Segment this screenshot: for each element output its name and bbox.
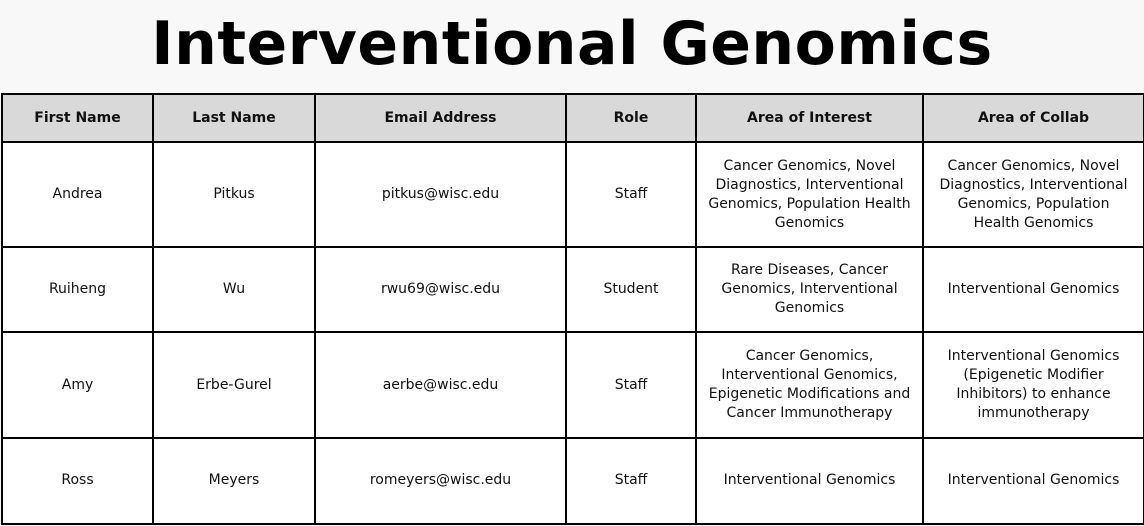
cell-email: aerbe@wisc.edu bbox=[315, 332, 566, 437]
cell-area-of-collab: Interventional Genomics bbox=[923, 438, 1144, 524]
cell-area-of-collab: Interventional Genomics bbox=[923, 247, 1144, 332]
cell-last-name: Erbe-Gurel bbox=[153, 332, 315, 437]
cell-area-of-interest: Interventional Genomics bbox=[696, 438, 923, 524]
cell-role: Student bbox=[566, 247, 696, 332]
header-area-of-interest: Area of Interest bbox=[696, 94, 923, 142]
cell-area-of-interest: Cancer Genomics, Interventional Genomics, Epigenetic Modifications and Cancer Immunotherapy bbox=[696, 332, 923, 437]
cell-role: Staff bbox=[566, 438, 696, 524]
cell-first-name: Ruiheng bbox=[2, 247, 153, 332]
cell-last-name: Meyers bbox=[153, 438, 315, 524]
cell-first-name: Amy bbox=[2, 332, 153, 437]
header-first-name: First Name bbox=[2, 94, 153, 142]
cell-first-name: Ross bbox=[2, 438, 153, 524]
page-title: Interventional Genomics bbox=[151, 8, 993, 79]
cell-email: pitkus@wisc.edu bbox=[315, 142, 566, 247]
header-email-address: Email Address bbox=[315, 94, 566, 142]
cell-role: Staff bbox=[566, 332, 696, 437]
table-row bbox=[2, 332, 1144, 437]
cell-last-name: Wu bbox=[153, 247, 315, 332]
title-bar bbox=[0, 0, 1144, 93]
header-last-name: Last Name bbox=[153, 94, 315, 142]
cell-area-of-interest: Rare Diseases, Cancer Genomics, Interventional Genomics bbox=[696, 247, 923, 332]
table-header-row bbox=[2, 94, 1144, 142]
cell-area-of-collab: Interventional Genomics (Epigenetic Modifier Inhibitors) to enhance immunotherapy bbox=[923, 332, 1144, 437]
cell-role: Staff bbox=[566, 142, 696, 247]
cell-area-of-interest: Cancer Genomics, Novel Diagnostics, Interventional Genomics, Population Health Genomics bbox=[696, 142, 923, 247]
cell-last-name: Pitkus bbox=[153, 142, 315, 247]
cell-area-of-collab: Cancer Genomics, Novel Diagnostics, Interventional Genomics, Population Health Genomics bbox=[923, 142, 1144, 247]
cell-email: romeyers@wisc.edu bbox=[315, 438, 566, 524]
cell-first-name: Andrea bbox=[2, 142, 153, 247]
header-area-of-collab: Area of Collab bbox=[923, 94, 1144, 142]
table-row bbox=[2, 438, 1144, 524]
header-role: Role bbox=[566, 94, 696, 142]
member-table bbox=[1, 93, 1144, 525]
table-row bbox=[2, 247, 1144, 332]
cell-email: rwu69@wisc.edu bbox=[315, 247, 566, 332]
table-row bbox=[2, 142, 1144, 247]
